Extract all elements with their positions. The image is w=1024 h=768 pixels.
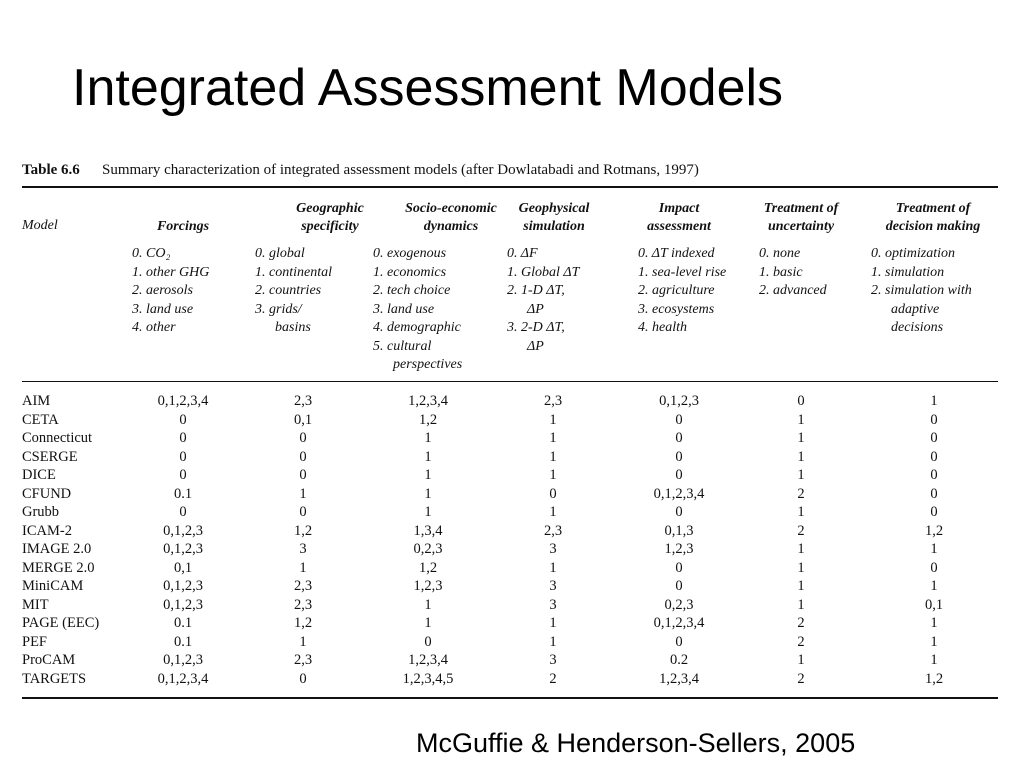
coding-item: 3. 2-D ΔT, [507,320,565,335]
coding-item: 1. Global ΔT [507,264,580,280]
citation: McGuffie & Henderson-Sellers, 2005 [416,728,856,758]
value-cell: 1,2,3,4,5 [402,670,454,687]
coding-item: 2. advanced [759,283,827,298]
value-cell: 1,3,4 [413,522,443,539]
value-cell: 0 [675,430,683,446]
value-cell: 0 [930,448,938,465]
value-cell: 1 [797,578,805,594]
value-cell: 0 [930,411,938,428]
table-caption [22,162,699,179]
value-cell: 0 [930,559,938,576]
value-cell: 1 [424,448,432,465]
coding-item-continuation: basins [275,320,311,335]
value-cell: 1 [549,411,557,428]
table-row [22,522,998,541]
coding-item: 4. demographic [373,320,461,335]
model-name-cell: Grubb [22,504,60,520]
value-cell: 2 [797,670,805,687]
coding-item-continuation: adaptive [891,301,940,317]
value-cell: 1 [549,430,557,446]
value-cell: 0 [675,633,683,650]
column-header-geographic-specificity [296,200,364,236]
value-cell: 1 [797,541,805,557]
column-header-geophysical-simulation [519,200,590,236]
table-row [22,633,998,652]
value-cell: 2 [797,522,805,539]
value-cell: 0 [675,448,683,465]
column-header-treatment-of-decision-making [886,200,981,236]
value-cell: 1 [930,652,938,668]
table-number: Table 6.6 [22,162,80,178]
table-scan [22,160,998,700]
coding-item: 1. sea-level rise [638,264,727,280]
value-cell: 1,2 [924,670,944,687]
table-row [22,596,998,615]
table-row [22,651,998,670]
value-cell: 1,2,3,4 [659,670,699,687]
coding-list-impact-assessment [638,245,726,338]
coding-item: 2. countries [255,283,322,298]
column-header-line: Socio-economic [405,201,497,216]
value-cell: 1 [299,633,307,650]
value-cell: 2 [549,670,557,687]
coding-list-treatment-of-decision-making [871,245,972,338]
coding-item: 0. CO₂ [132,246,171,261]
value-cell: 2,3 [293,393,313,409]
coding-item: 1. other GHG [132,264,210,280]
value-cell: 0 [424,633,432,650]
table-row [22,503,998,522]
value-cell: 3 [549,541,557,557]
table-row [22,411,998,430]
value-cell: 0 [675,504,683,520]
model-name-cell: TARGETS [22,670,87,687]
value-cell: 0 [930,485,938,502]
value-cell: 0 [675,578,683,594]
value-cell: 1 [424,485,432,502]
value-cell: 1,2,3 [664,541,694,557]
value-cell: 0 [299,448,307,465]
coding-item: 2. aerosols [132,283,193,298]
value-cell: 1,2,3 [413,578,443,594]
model-name-cell: MIT [22,596,49,613]
value-cell: 0,1,2,3 [163,522,203,539]
table-row [22,429,998,448]
value-cell: 0.1 [173,485,193,502]
value-cell: 1 [424,430,432,446]
value-cell: 0,1 [293,411,313,428]
value-cell: 2 [797,615,805,631]
model-name-cell: MiniCAM [22,578,84,594]
coding-item: 2. simulation with [871,283,972,298]
value-cell: 1 [797,430,805,446]
value-cell: 1 [797,467,805,483]
column-header-line: specificity [301,219,359,234]
column-header-forcings [157,218,209,236]
coding-item: 1. economics [373,264,447,280]
coding-item: 3. land use [373,301,435,317]
value-cell: 0,1,2,3,4 [653,485,705,502]
model-name-cell: PAGE (EEC) [22,615,100,631]
value-cell: 0 [675,559,683,576]
coding-list-treatment-of-uncertainty [759,245,827,301]
value-cell: 0 [675,411,683,428]
model-name-cell: CSERGE [22,448,78,465]
column-header-line: Geophysical [518,201,590,216]
table-bottom-rule [22,697,998,699]
model-name-cell: ICAM-2 [22,522,72,539]
value-cell: 1 [549,467,557,483]
column-header-line: dynamics [423,219,479,234]
value-cell: 0,1,2,3,4 [653,615,705,631]
value-cell: 0 [179,448,187,465]
coding-item-continuation: ΔP [527,338,544,354]
column-header-line: assessment [647,219,711,234]
value-cell: 1,2 [924,522,944,539]
value-cell: 1 [299,485,307,502]
column-header-line: simulation [523,219,585,234]
model-name-cell: AIM [22,393,51,409]
value-cell: 3 [549,596,557,613]
model-name-cell: PEF [22,633,47,650]
table-caption-text: Summary characterization of integrated assessment models (after Dowlatabadi and Rotmans, 1997) [102,162,699,178]
value-cell: 2 [797,485,805,502]
table-row [22,670,998,689]
value-cell: 0,2,3 [664,596,694,613]
coding-item: 0. optimization [871,246,956,261]
coding-item-continuation: decisions [891,320,944,335]
coding-item: 0. none [759,246,801,261]
value-cell: 1 [930,633,938,650]
coding-item: 4. other [132,320,176,335]
value-cell: 1,2 [418,411,438,428]
value-cell: 0,1,2,3,4 [157,670,209,687]
value-cell: 1,2,3,4 [408,652,448,668]
value-cell: 3 [549,652,557,668]
value-cell: 1,2 [293,615,313,631]
model-name-cell: Connecticut [22,430,93,446]
value-cell: 1 [797,411,805,428]
coding-item: 2. 1-D ΔT, [507,283,565,298]
column-header-line: Treatment of [763,201,839,216]
value-cell: 1,2,3,4 [408,393,448,409]
model-name-cell: CFUND [22,485,72,502]
coding-item: 3. ecosystems [638,301,715,317]
value-cell: 1,2 [418,559,438,576]
value-cell: 0,2,3 [413,541,443,557]
coding-item: 1. basic [759,264,803,280]
column-header-line: Forcings [156,219,210,234]
value-cell: 2,3 [543,393,563,409]
table-row [22,448,998,467]
value-cell: 1 [549,559,557,576]
column-header-line: Geographic [296,201,364,216]
column-header-treatment-of-uncertainty [764,200,839,236]
value-cell: 1,2 [293,522,313,539]
value-cell: 3 [299,541,307,557]
coding-item: 0. ΔT indexed [638,246,715,261]
value-cell: 0,1 [173,559,193,576]
coding-item: 5. cultural [373,338,432,354]
value-cell: 0,1,2,3 [163,578,203,594]
column-header-socio-economic-dynamics [405,200,497,236]
value-cell: 0 [299,467,307,483]
table-row [22,577,998,596]
column-header-line: decision making [885,219,981,234]
value-cell: 1 [424,504,432,520]
value-cell: 0 [299,504,307,520]
value-cell: 0,1,2,3 [659,393,699,409]
coding-item-continuation: ΔP [527,301,544,317]
value-cell: 0 [930,504,938,520]
value-cell: 1 [549,448,557,465]
value-cell: 1 [424,596,432,613]
coding-item: 2. agriculture [638,283,715,298]
table-row [22,466,998,485]
coding-item: 1. continental [255,264,332,280]
coding-item: 0. ΔF [507,246,538,261]
value-cell: 0 [299,430,307,446]
value-cell: 1 [797,652,805,668]
value-cell: 2,3 [293,652,313,668]
table-row [22,392,998,411]
model-name-cell: MERGE 2.0 [22,559,95,576]
value-cell: 1 [424,467,432,483]
coding-item: 4. health [638,320,687,335]
value-cell: 1 [549,615,557,631]
value-cell: 1 [549,504,557,520]
value-cell: 1 [797,559,805,576]
value-cell: 0 [930,430,938,446]
coding-item: 0. global [255,246,305,261]
value-cell: 2,3 [293,596,313,613]
value-cell: 0,1,2,3,4 [157,393,209,409]
value-cell: 1 [797,504,805,520]
value-cell: 0 [930,467,938,483]
coding-item: 3. land use [132,301,194,317]
value-cell: 1 [797,596,805,613]
value-cell: 1 [797,448,805,465]
coding-item-continuation: perspectives [393,357,463,372]
value-cell: 0.2 [669,652,689,668]
value-cell: 0 [299,670,307,687]
value-cell: 0 [549,485,557,502]
value-cell: 0 [179,430,187,446]
model-name-cell: IMAGE 2.0 [22,541,92,557]
value-cell: 1 [930,541,938,557]
value-cell: 0 [179,504,187,520]
coding-list-geophysical-simulation [507,245,579,356]
column-header-impact-assessment [647,200,711,236]
value-cell: 3 [549,578,557,594]
table-row [22,540,998,559]
value-cell: 0 [675,467,683,483]
value-cell: 1 [930,615,938,631]
coding-item: 1. simulation [871,264,945,280]
value-cell: 1 [424,615,432,631]
model-name-cell: ProCAM [22,652,76,668]
coding-item: 0. exogenous [373,246,447,261]
value-cell: 2,3 [543,522,563,539]
model-name-cell: CETA [22,411,59,428]
value-cell: 1 [299,559,307,576]
table-top-rule [22,186,998,188]
coding-list-socio-economic-dynamics [373,245,462,375]
column-header-line: Impact [658,201,700,216]
value-cell: 1 [930,393,938,409]
value-cell: 2,3 [293,578,313,594]
table-header-rule [22,381,998,382]
value-cell: 0 [179,411,187,428]
value-cell: 0,1 [924,596,944,613]
model-column-header: Model [22,218,58,233]
table-row [22,559,998,578]
slide-title: Integrated Assessment Models [72,59,784,117]
value-cell: 0 [179,467,187,483]
value-cell: 0,1,2,3 [163,652,203,668]
coding-list-forcings [132,245,209,338]
coding-list-geographic-specificity [255,245,332,338]
value-cell: 0 [797,393,805,409]
value-cell: 1 [549,633,557,650]
value-cell: 0,1,2,3 [163,596,203,613]
column-header-line: uncertainty [767,219,835,234]
value-cell: 1 [930,578,938,594]
value-cell: 0.1 [173,615,193,631]
value-cell: 2 [797,633,805,650]
column-header-line: Treatment of [895,201,971,216]
model-name-cell: DICE [22,467,56,483]
coding-item: 2. tech choice [373,283,451,298]
table-row [22,485,998,504]
value-cell: 0,1,3 [664,522,694,539]
value-cell: 0.1 [173,633,193,650]
coding-item: 3. grids/ [255,301,302,317]
value-cell: 0,1,2,3 [163,541,203,557]
table-row [22,614,998,633]
